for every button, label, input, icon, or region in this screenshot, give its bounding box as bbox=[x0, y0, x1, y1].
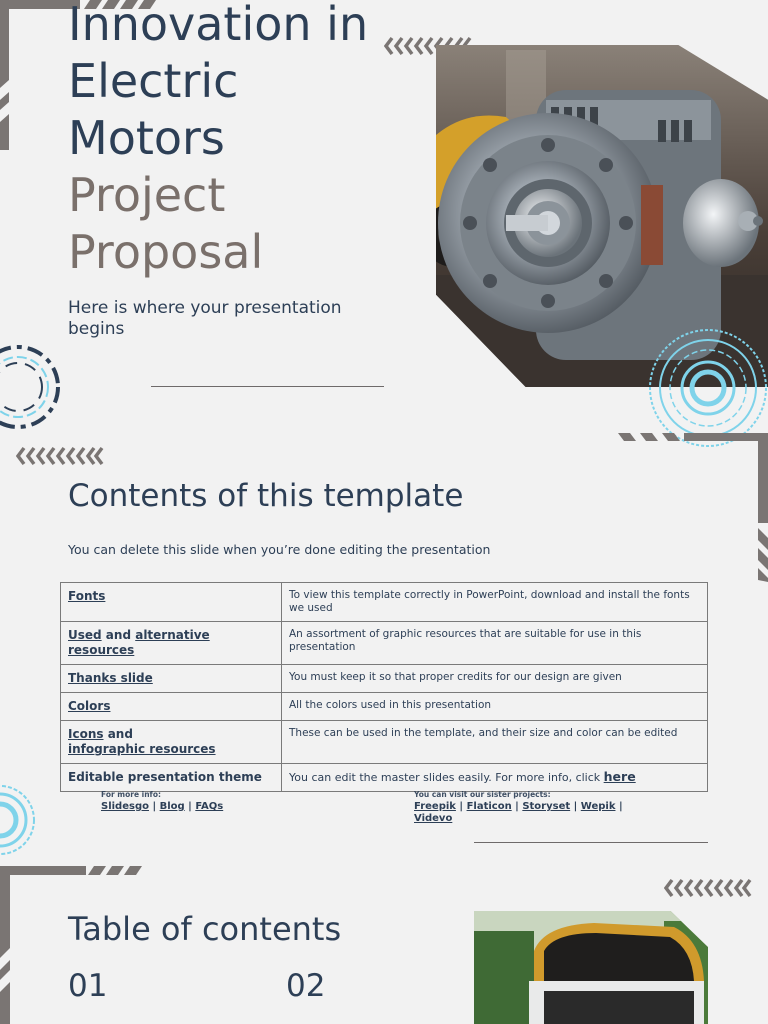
chevron-decoration-icon bbox=[664, 878, 754, 898]
here-link[interactable]: here bbox=[603, 769, 636, 784]
label-connector: and bbox=[103, 727, 138, 741]
table-of-contents-title: Table of contents bbox=[68, 910, 342, 948]
icons-link[interactable]: Icons bbox=[68, 727, 104, 741]
row-description: To view this template correctly in PowerPoint, download and install the fonts we used bbox=[282, 583, 708, 622]
contents-table bbox=[60, 582, 708, 792]
row-description: You must keep it so that proper credits for our design are given bbox=[282, 665, 708, 693]
videvo-link[interactable]: Videvo bbox=[414, 813, 453, 824]
title-accent-line-2: Proposal bbox=[68, 225, 264, 279]
title-accent-line-1: Project bbox=[68, 168, 226, 222]
contents-subtitle: You can delete this slide when you’re done editing the presentation bbox=[68, 542, 491, 557]
contents-title: Contents of this template bbox=[68, 478, 464, 514]
slide1-subtitle: Here is where your presentation begins bbox=[68, 298, 342, 339]
infographic-resources-link[interactable]: infographic resources bbox=[68, 742, 216, 756]
slidesgo-link[interactable]: Slidesgo bbox=[101, 801, 149, 812]
credits-heading: You can visit our sister projects: bbox=[414, 790, 551, 799]
table-row bbox=[61, 583, 708, 622]
row-label bbox=[61, 693, 282, 721]
row-description: All the colors used in this presentation bbox=[282, 693, 708, 721]
table-row bbox=[61, 693, 708, 721]
title-line-1: Innovation in bbox=[68, 0, 369, 51]
title-line-3: Motors bbox=[68, 111, 225, 165]
table-row bbox=[61, 622, 708, 665]
row-description bbox=[282, 764, 708, 792]
colors-link[interactable]: Colors bbox=[68, 699, 111, 713]
credits-more-info: For more info: Slidesgo | Blog | FAQs bbox=[101, 790, 224, 812]
table-row bbox=[61, 665, 708, 693]
credits-heading: For more info: bbox=[101, 790, 161, 799]
label-connector: and bbox=[101, 628, 136, 642]
section-number-02: 02 bbox=[286, 968, 326, 1004]
section-number-01: 01 bbox=[68, 968, 108, 1004]
faqs-link[interactable]: FAQs bbox=[195, 801, 224, 812]
alternative-resources-link[interactable]: alternative resources bbox=[68, 628, 210, 657]
tech-circle-decoration-icon bbox=[0, 780, 40, 860]
flaticon-link[interactable]: Flaticon bbox=[466, 801, 512, 812]
table-row bbox=[61, 764, 708, 792]
row-label bbox=[61, 622, 282, 665]
row-label bbox=[61, 665, 282, 693]
freepik-link[interactable]: Freepik bbox=[414, 801, 456, 812]
credits-sister-projects: You can visit our sister projects: Freepik | Flaticon | Storyset | Wepik | Videvo bbox=[414, 789, 654, 825]
thanks-slide-link[interactable]: Thanks slide bbox=[68, 671, 153, 685]
fonts-link[interactable]: Fonts bbox=[68, 589, 106, 603]
editable-theme-description: You can edit the master slides easily. For more info, click bbox=[289, 771, 604, 784]
table-row bbox=[61, 721, 708, 764]
used-resources-link[interactable]: Used bbox=[68, 628, 102, 642]
row-label bbox=[61, 583, 282, 622]
row-label: Editable presentation theme bbox=[61, 764, 282, 792]
row-description: An assortment of graphic resources that are suitable for use in this presentation bbox=[282, 622, 708, 665]
row-label bbox=[61, 721, 282, 764]
car-hood-photo bbox=[474, 911, 708, 1024]
divider-line bbox=[474, 842, 708, 843]
divider-line bbox=[151, 386, 384, 387]
storyset-link[interactable]: Storyset bbox=[522, 801, 571, 812]
title-line-2: Electric bbox=[68, 54, 239, 108]
wepik-link[interactable]: Wepik bbox=[580, 801, 616, 812]
dashed-ring-decoration-icon bbox=[0, 340, 64, 434]
chevron-decoration-icon bbox=[16, 446, 106, 466]
corner-frame-top-right bbox=[610, 430, 768, 590]
row-description: These can be used in the template, and their size and color can be edited bbox=[282, 721, 708, 764]
blog-link[interactable]: Blog bbox=[159, 801, 185, 812]
